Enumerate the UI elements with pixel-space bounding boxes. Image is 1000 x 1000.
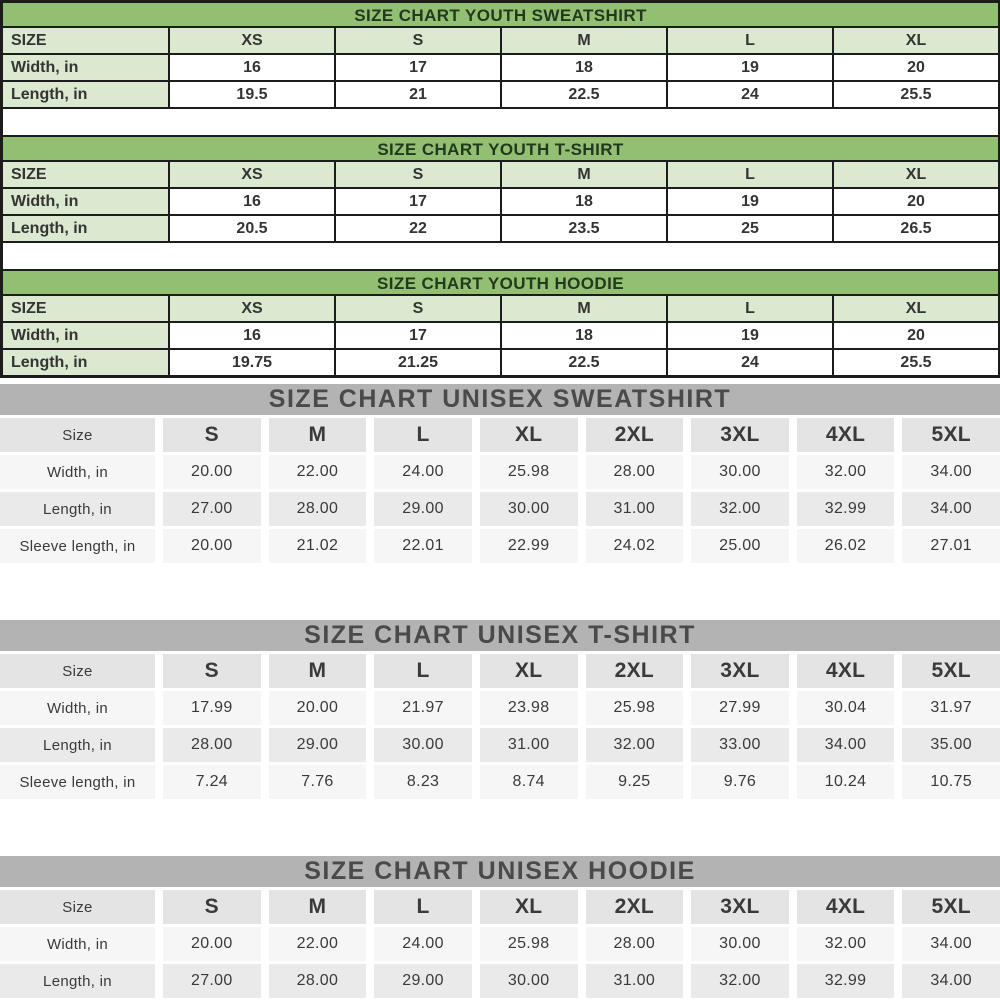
column-header: 4XL	[797, 654, 895, 688]
size-value-cell: 19	[668, 189, 832, 214]
column-header: XS	[170, 162, 334, 187]
column-header: XL	[834, 296, 998, 321]
row-label: Width, in	[3, 189, 168, 214]
size-table-grid	[0, 651, 1000, 799]
size-value-cell: 16	[170, 55, 334, 80]
column-header: 3XL	[691, 890, 789, 924]
size-value-cell: 30.00	[480, 964, 578, 998]
size-value-cell: 25.98	[586, 691, 684, 725]
size-value-cell: 32.00	[797, 455, 895, 489]
size-value-cell: 17	[336, 55, 500, 80]
row-label: Width, in	[3, 55, 168, 80]
size-value-cell: 21.97	[374, 691, 472, 725]
size-value-cell: 34.00	[902, 492, 1000, 526]
size-value-cell: 28.00	[586, 455, 684, 489]
unisex-size-chart-table	[0, 620, 1000, 799]
size-value-cell: 22.00	[269, 455, 367, 489]
size-table-grid	[3, 162, 998, 241]
size-value-cell: 19.5	[170, 82, 334, 107]
size-value-cell: 18	[502, 55, 666, 80]
youth-size-chart-table	[3, 269, 998, 375]
row-label: Width, in	[0, 927, 155, 961]
column-header: M	[269, 890, 367, 924]
size-value-cell: 23.5	[502, 216, 666, 241]
size-value-cell: 25.00	[691, 529, 789, 563]
size-value-cell: 31.97	[902, 691, 1000, 725]
size-value-cell: 10.24	[797, 765, 895, 799]
unisex-size-chart-table	[0, 856, 1000, 998]
size-table-grid	[3, 296, 998, 375]
size-value-cell: 22.00	[269, 927, 367, 961]
column-header: S	[336, 162, 500, 187]
row-label: Width, in	[3, 323, 168, 348]
row-label: Length, in	[3, 350, 168, 375]
size-value-cell: 21.25	[336, 350, 500, 375]
size-value-cell: 8.74	[480, 765, 578, 799]
column-header: 2XL	[586, 890, 684, 924]
column-header: S	[336, 28, 500, 53]
column-header-size: Size	[0, 890, 155, 924]
row-label: Width, in	[0, 455, 155, 489]
size-value-cell: 22.5	[502, 82, 666, 107]
size-value-cell: 17	[336, 323, 500, 348]
size-value-cell: 17	[336, 189, 500, 214]
column-header: XL	[834, 162, 998, 187]
size-value-cell: 33.00	[691, 728, 789, 762]
column-header: XS	[170, 296, 334, 321]
column-header: 4XL	[797, 418, 895, 452]
column-header: 5XL	[902, 890, 1000, 924]
size-value-cell: 32.00	[691, 492, 789, 526]
size-value-cell: 28.00	[163, 728, 261, 762]
size-value-cell: 18	[502, 189, 666, 214]
column-header: S	[163, 654, 261, 688]
size-value-cell: 24.02	[586, 529, 684, 563]
size-value-cell: 34.00	[902, 927, 1000, 961]
column-header: M	[502, 296, 666, 321]
column-header: L	[668, 296, 832, 321]
size-value-cell: 24	[668, 82, 832, 107]
youth-size-chart-table	[3, 135, 998, 243]
column-header-size: Size	[0, 654, 155, 688]
size-value-cell: 23.98	[480, 691, 578, 725]
row-label: Sleeve length, in	[0, 765, 155, 799]
column-header-size: SIZE	[3, 162, 168, 187]
size-value-cell: 20.00	[163, 529, 261, 563]
size-value-cell: 35.00	[902, 728, 1000, 762]
size-value-cell: 29.00	[269, 728, 367, 762]
column-header: 5XL	[902, 654, 1000, 688]
column-header: L	[668, 162, 832, 187]
size-value-cell: 28.00	[269, 492, 367, 526]
column-header: XL	[834, 28, 998, 53]
size-value-cell: 32.00	[797, 927, 895, 961]
column-header: L	[374, 890, 472, 924]
column-header-size: SIZE	[3, 296, 168, 321]
column-header: L	[374, 654, 472, 688]
size-value-cell: 20	[834, 189, 998, 214]
size-value-cell: 28.00	[269, 964, 367, 998]
size-value-cell: 30.00	[691, 927, 789, 961]
size-value-cell: 24.00	[374, 455, 472, 489]
size-value-cell: 20.00	[163, 455, 261, 489]
size-value-cell: 21	[336, 82, 500, 107]
size-value-cell: 28.00	[586, 927, 684, 961]
size-value-cell: 9.25	[586, 765, 684, 799]
size-value-cell: 34.00	[797, 728, 895, 762]
column-header: 5XL	[902, 418, 1000, 452]
size-value-cell: 34.00	[902, 964, 1000, 998]
size-value-cell: 27.01	[902, 529, 1000, 563]
column-header: M	[269, 654, 367, 688]
column-header: L	[374, 418, 472, 452]
row-label: Length, in	[3, 216, 168, 241]
size-value-cell: 20.00	[163, 927, 261, 961]
size-value-cell: 20.5	[170, 216, 334, 241]
size-table-grid	[0, 887, 1000, 998]
column-header: S	[163, 418, 261, 452]
column-header: S	[163, 890, 261, 924]
size-value-cell: 31.00	[586, 492, 684, 526]
column-header: M	[502, 162, 666, 187]
column-header: 4XL	[797, 890, 895, 924]
row-label: Width, in	[0, 691, 155, 725]
column-header: 3XL	[691, 418, 789, 452]
size-value-cell: 32.99	[797, 964, 895, 998]
unisex-size-charts-section	[0, 384, 1000, 998]
size-value-cell: 30.00	[374, 728, 472, 762]
column-header: M	[502, 28, 666, 53]
size-value-cell: 24	[668, 350, 832, 375]
size-value-cell: 34.00	[902, 455, 1000, 489]
size-value-cell: 21.02	[269, 529, 367, 563]
size-value-cell: 25.98	[480, 455, 578, 489]
size-table-grid	[3, 28, 998, 107]
size-value-cell: 10.75	[902, 765, 1000, 799]
size-value-cell: 20	[834, 323, 998, 348]
size-value-cell: 25	[668, 216, 832, 241]
size-value-cell: 27.00	[163, 492, 261, 526]
size-value-cell: 20	[834, 55, 998, 80]
size-value-cell: 32.00	[586, 728, 684, 762]
column-header-size: Size	[0, 418, 155, 452]
size-value-cell: 26.5	[834, 216, 998, 241]
row-label: Length, in	[0, 728, 155, 762]
table-title: SIZE CHART YOUTH SWEATSHIRT	[3, 3, 998, 28]
size-value-cell: 30.00	[480, 492, 578, 526]
size-value-cell: 8.23	[374, 765, 472, 799]
size-value-cell: 26.02	[797, 529, 895, 563]
size-value-cell: 16	[170, 189, 334, 214]
size-value-cell: 19.75	[170, 350, 334, 375]
size-value-cell: 24.00	[374, 927, 472, 961]
column-header: L	[668, 28, 832, 53]
size-value-cell: 31.00	[480, 728, 578, 762]
size-value-cell: 25.5	[834, 350, 998, 375]
youth-size-charts-section	[0, 0, 1000, 378]
column-header: 3XL	[691, 654, 789, 688]
table-title: SIZE CHART UNISEX T-SHIRT	[0, 620, 1000, 651]
youth-size-chart-table	[3, 3, 998, 109]
size-value-cell: 17.99	[163, 691, 261, 725]
size-value-cell: 20.00	[269, 691, 367, 725]
size-value-cell: 9.76	[691, 765, 789, 799]
size-value-cell: 27.99	[691, 691, 789, 725]
table-title: SIZE CHART UNISEX HOODIE	[0, 856, 1000, 887]
table-title: SIZE CHART YOUTH HOODIE	[3, 271, 998, 296]
table-title: SIZE CHART YOUTH T-SHIRT	[3, 137, 998, 162]
unisex-size-chart-table	[0, 384, 1000, 563]
size-value-cell: 25.98	[480, 927, 578, 961]
column-header: M	[269, 418, 367, 452]
row-label: Length, in	[0, 492, 155, 526]
size-value-cell: 19	[668, 323, 832, 348]
column-header-size: SIZE	[3, 28, 168, 53]
column-header: 2XL	[586, 654, 684, 688]
row-label: Length, in	[0, 964, 155, 998]
size-value-cell: 25.5	[834, 82, 998, 107]
size-value-cell: 30.04	[797, 691, 895, 725]
size-value-cell: 32.00	[691, 964, 789, 998]
column-header: XS	[170, 28, 334, 53]
size-value-cell: 29.00	[374, 492, 472, 526]
size-value-cell: 29.00	[374, 964, 472, 998]
row-label: Sleeve length, in	[0, 529, 155, 563]
column-header: XL	[480, 890, 578, 924]
column-header: XL	[480, 654, 578, 688]
size-value-cell: 27.00	[163, 964, 261, 998]
size-table-grid	[0, 415, 1000, 563]
table-title: SIZE CHART UNISEX SWEATSHIRT	[0, 384, 1000, 415]
size-value-cell: 16	[170, 323, 334, 348]
size-value-cell: 22.5	[502, 350, 666, 375]
size-value-cell: 22.01	[374, 529, 472, 563]
column-header: XL	[480, 418, 578, 452]
size-value-cell: 19	[668, 55, 832, 80]
size-value-cell: 22.99	[480, 529, 578, 563]
size-value-cell: 32.99	[797, 492, 895, 526]
size-value-cell: 7.76	[269, 765, 367, 799]
size-value-cell: 31.00	[586, 964, 684, 998]
size-value-cell: 22	[336, 216, 500, 241]
column-header: 2XL	[586, 418, 684, 452]
size-value-cell: 30.00	[691, 455, 789, 489]
column-header: S	[336, 296, 500, 321]
size-value-cell: 18	[502, 323, 666, 348]
row-label: Length, in	[3, 82, 168, 107]
size-value-cell: 7.24	[163, 765, 261, 799]
